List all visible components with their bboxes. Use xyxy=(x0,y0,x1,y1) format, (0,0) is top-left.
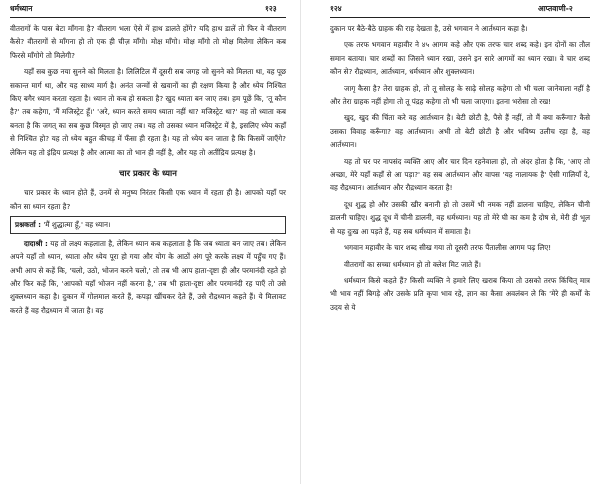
left-page-header-title: धर्मध्यान xyxy=(10,4,33,13)
paragraph: चार प्रकार के ध्यान होते हैं, उनमें से मनुष्य निरंतर किसी एक ध्यान में रहता ही है। आपको यहाँ पर कौन सा ध्यान रहता है? xyxy=(10,188,286,211)
paragraph: दूध शुद्ध हो और उसकी खीर बनानी हो तो उसमें भी नमक नहीं डालना चाहिए, लेकिन चीनी डालनी चाहिए। शुद्ध दूध में चीनी डालनी, वह धर्मध्यान। यह तो मेरे घी का कम है दोष से, मेरी ही भूल से यह दुःख आ पड़ते हैं, यह सब धर्मध्यान में समाता है। xyxy=(330,199,590,236)
right-page-header-title: आप्तवाणी-२ xyxy=(538,4,573,13)
right-header-rule xyxy=(330,17,590,18)
questioner-label: प्रश्नकर्ता : xyxy=(15,220,42,230)
paragraph: एक तरफ भगवान महावीर ने ४५ आगम कहे और एक तरफ चार शब्द कहे। इन दोनों का तौल समान बताया। चार शब्दों का जिसने ध्यान रखा, उसने इन सारे आगमों का ध्यान रखा। वे चार शब्द कौन से? रौद्रध्यान, आर्तध्यान, धर्मध्यान और शुक्लध्यान। xyxy=(330,40,590,77)
left-page-number: १२३ xyxy=(265,4,277,13)
right-page xyxy=(302,0,599,484)
dadashri-label: दादाश्री : xyxy=(24,238,48,248)
paragraph: यह तो घर पर नापसंद व्यक्ति आए और चार दिन रहनेवाला हो, तो अंदर होता है कि, 'आए तो अच्छा, मेरे यहाँ कहाँ से आ पड़ा?' वह सब आर्तध्यान और वापस 'यह नालायक है' ऐसी गालियाँ दे, वह रौद्रध्यान। आर्तध्यान और रौद्रध्यान करता है! xyxy=(330,156,590,193)
left-page-body xyxy=(10,22,286,320)
page-gutter xyxy=(300,0,301,484)
paragraph: वीतरागों के पास बेटा माँगना है? वीतराग भला ऐसे में हाथ डालते होंगे? यदि हाथ डालें तो फिर वे वीतराग कैसे? वीतरागों से माँगना हो तो एक ही चीज़ माँगो। मोक्ष माँगो। मोक्ष माँगो तो मोक्ष मिलेगा लेकिन कब फिरसे माँगोगे तो मिलेगी? xyxy=(10,24,286,60)
paragraph: वीतरागों का सच्चा धर्मध्यान हो तो क्लेश मिट जाते हैं। xyxy=(344,259,481,269)
section-heading: चार प्रकार के ध्यान xyxy=(119,168,177,179)
paragraph: दुकान पर बैठे-बैठे ग्राहक की राह देखता है, उसे भगवान ने आर्तध्यान कहा है। xyxy=(330,24,528,33)
questioner-text: 'मैं शुद्धात्मा हूँ,' वह ध्यान। xyxy=(43,220,111,230)
paragraph: यहाँ सब कुछ नया सुनने को मिलता है। लिलिटिल मैं दूसरी सब जगह जो सुनने को मिलता था, वह पूछ सकान्त मार्ग था, और यह साध्य मार्ग है। अनंत जन्मों से खवानों का ही रक्षण किया है और ध्येय निश्चित किए बगैर ध्यान करता रहता है। ध्यान तो कब हो सकता है? खुद ध्याता बन जाए तब। हम पूछें कि, 'तू कौन है?' तब कहेगा, 'मैं मजिस्ट्रेट हूँ।' 'अरे, ध्यान करते समय ध्याता नहीं था? मजिस्ट्रेट था?' वह तो ध्याता कब बनता है कि जगत् का सब कुछ विस्मृत हो जाए तब। यह तो उसका ध्यान मजिस्ट्रेट में है, इसलिए ध्येय कहाँ से निश्चित हो? यह तो ध्येय बहुत कीचड़ में फँसा ही रहता है। यह तो ध्येय बन जाता है कि किसमें जाएँगे? लेकिन यह तो इंद्रिय प्रत्यक्ष है और आत्मा का तो भान ही नहीं है, और यह तो अतींद्रिय प्रत्यक्ष है। xyxy=(10,67,286,157)
paragraph: जागृ कैसा है? तेरा ग्राहक हो, तो तू सोलह के साढ़े सोलह कहेगा तो भी चला जानेवाला नहीं है और तेरा ग्राहक नहीं होगा तो तू पंद्रह कहेगा तो भी चला जाएगा। इतना भरोसा तो रख! xyxy=(330,83,590,107)
left-header-rule xyxy=(10,17,286,18)
right-page-number: १२४ xyxy=(330,4,342,13)
right-page-body xyxy=(330,22,590,317)
paragraph: धर्मध्यान किसे कहते हैं? किसी व्यक्ति ने हमारे लिए खराब किया तो उसको तरफ किंचित् मात्र भी भाव नहीं बिगड़े और उसके प्रति कृपा भाव रहे, ज्ञान का कैसा अवलंबन ले कि 'मेरे ही कर्मों के उदय से ये xyxy=(330,275,590,312)
paragraph: खुद, खुद की चिंता करे वह आर्तध्यान है। बेटी छोटी है, पैसे हैं नहीं, तो मैं क्या करूँगा? कैसे उसका विवाह करूँगा? वह आर्तध्यान। अभी तो बेटी छोटी है और भविष्य उलीच रहा है, वह आर्तध्यान। xyxy=(330,113,590,150)
questioner-line xyxy=(10,216,286,233)
dadashri-answer xyxy=(10,237,286,317)
dadashri-text: यह तो लक्ष्य कहलाता है, लेकिन ध्यान कब कहलाता है कि जब ध्याता बन जाए तब। लेकिन अपने यहाँ तो ध्यान, ध्याता और ध्येय पूरा हो गया और योग के आठों अंग पूरे करके लक्ष्य में पहुँच गए हैं। अभी आप से कहें कि, 'चलो, उठो, भोजन करने चलो,' तो तब भी आप हाता-दृष्टा ही और परमानंदी रहते हो और फिर कहें कि, 'आपको यहाँ भोजन नहीं करना है,' तब भी हाता-दृष्टा और परमानंदी रह पाएँ तो उसे शुक्लध्यान कहा है। दुकान में गोलमाल करते हैं, कपड़ा खींचकर देते हैं, उसे रौद्रध्यान कहते हैं। ये मिलावट करते हैं वह रौद्रध्यान में जाता है। वह xyxy=(10,238,286,315)
paragraph: भगवान महावीर के चार शब्द सीख गया तो दूसरी तरफ पैंतालीस आगम पढ़ लिए! xyxy=(344,243,552,253)
